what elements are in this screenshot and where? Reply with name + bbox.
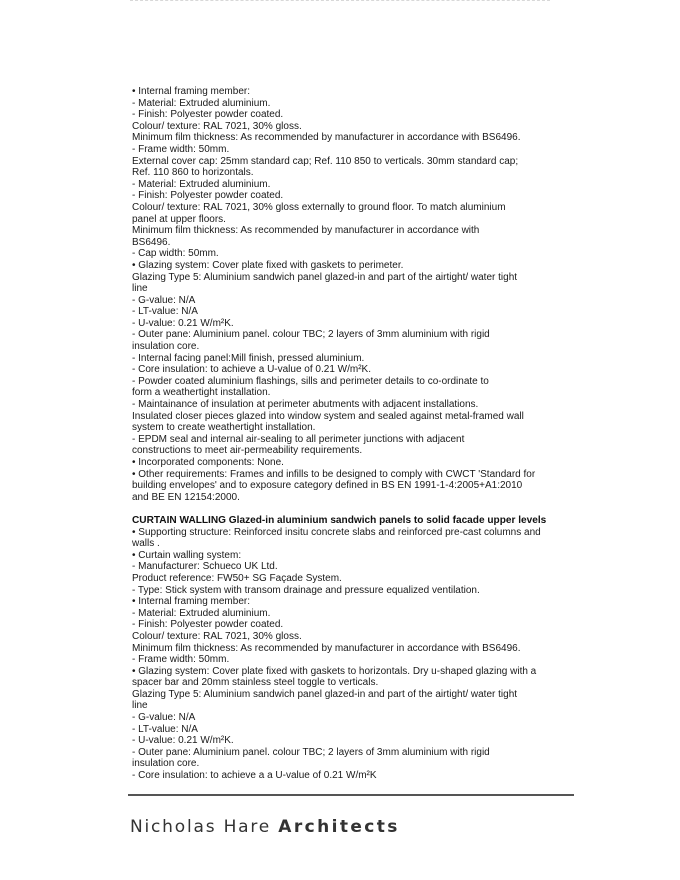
spec-line: - Finish: Polyester powder coated.	[132, 619, 284, 631]
footer-rule	[128, 794, 574, 796]
spec-line: - Maintainance of insulation at perimeter abutments with adjacent installations.	[132, 399, 479, 411]
spec-line: - U-value: 0.21 W/m²K.	[132, 735, 234, 747]
section-heading: CURTAIN WALLING Glazed-in aluminium sandwich panels to solid facade upper levels	[132, 514, 547, 526]
spec-line: panel at upper floors.	[132, 213, 226, 225]
spec-line: - Core insulation: to achieve a a U-value of 0.21 W/m²K	[132, 770, 377, 782]
spec-line: - Finish: Polyester powder coated.	[132, 109, 284, 121]
spec-line: - Type: Stick system with transom drainage and pressure equalized ventilation.	[132, 584, 480, 596]
spec-line: Minimum film thickness: As recommended by manufacturer in accordance with BS6496.	[132, 642, 521, 654]
spec-line: Glazing Type 5: Aluminium sandwich panel glazed-in and part of the airtight/ water tight	[132, 271, 518, 283]
spec-line: form a weathertight installation.	[132, 387, 271, 399]
spec-line: walls .	[132, 538, 160, 550]
spec-line: - Outer pane: Aluminium panel. colour TBC; 2 layers of 3mm aluminium with rigid	[132, 329, 490, 341]
spec-block-1	[132, 86, 562, 503]
spec-line: - Outer pane: Aluminium panel. colour TBC; 2 layers of 3mm aluminium with rigid	[132, 746, 490, 758]
spec-line: - Cap width: 50mm.	[132, 248, 219, 260]
spec-line: • Glazing system: Cover plate fixed with gaskets to horizontals. Dry u-shaped glazing with a	[132, 665, 537, 677]
footer-logo	[130, 817, 400, 837]
spec-line: - Core insulation: to achieve a U-value of 0.21 W/m²K.	[132, 364, 371, 376]
spec-line: line	[132, 283, 148, 295]
spec-line: • Incorporated components: None.	[132, 457, 284, 468]
spec-line: - G-value: N/A	[132, 712, 196, 724]
spec-line: • Glazing system: Cover plate fixed with gaskets to perimeter.	[132, 259, 404, 271]
spec-line: External cover cap: 25mm standard cap; Ref. 110 850 to verticals. 30mm standard cap;	[132, 155, 519, 167]
spec-line: Colour/ texture: RAL 7021, 30% gloss.	[132, 120, 302, 132]
spec-line: - Frame width: 50mm.	[132, 654, 230, 666]
spec-line: constructions to meet air-permeability requirements.	[132, 445, 363, 457]
spec-line: Glazing Type 5: Aluminium sandwich panel glazed-in and part of the airtight/ water tight	[132, 688, 518, 700]
spec-line: - LT-value: N/A	[132, 306, 198, 318]
spec-line: and BE EN 12154:2000.	[132, 491, 240, 503]
spec-line: - Frame width: 50mm.	[132, 143, 230, 155]
top-edge-dash	[130, 0, 550, 3]
spec-line: • Internal framing member:	[132, 596, 250, 608]
spec-line: insulation core.	[132, 758, 200, 770]
spec-line: • Supporting structure: Reinforced insitu concrete slabs and reinforced pre-cast columns and	[132, 526, 541, 538]
spec-line: Minimum film thickness: As recommended by manufacturer in accordance with	[132, 225, 480, 237]
spec-line: - Powder coated aluminium flashings, sills and perimeter details to co-ordinate to	[132, 375, 489, 387]
spec-line: building envelopes' and to exposure category defined in BS EN 1991-1-4:2005+A1:2010	[132, 480, 523, 492]
spec-line: Ref. 110 860 to horizontals.	[132, 167, 254, 179]
spec-line: - Manufacturer: Schueco UK Ltd.	[132, 561, 278, 573]
spec-line: Insulated closer pieces glazed into window system and sealed against metal-framed wall	[132, 410, 524, 422]
spec-line: BS6496.	[132, 236, 171, 248]
spec-line: - Material: Extruded aluminium.	[132, 97, 271, 109]
spec-block-2	[132, 527, 562, 782]
spec-line: - Internal facing panel:Mill finish, pressed aluminium.	[132, 352, 365, 364]
spec-line: Product reference: FW50+ SG Façade System.	[132, 572, 342, 584]
spec-line: system to create weathertight installation.	[132, 422, 316, 434]
spec-line: • Curtain walling system:	[132, 549, 242, 561]
spec-line: Minimum film thickness: As recommended by manufacturer in accordance with BS6496.	[132, 132, 521, 144]
spec-line: Colour/ texture: RAL 7021, 30% gloss.	[132, 630, 302, 642]
footer-name-light: Nicholas Hare	[130, 817, 272, 837]
spec-line: • Other requirements: Frames and infills to be designed to comply with CWCT 'Standard for	[132, 468, 536, 480]
spec-line: - U-value: 0.21 W/m²K.	[132, 317, 234, 329]
spec-line: - LT-value: N/A	[132, 723, 198, 735]
spec-line: - EPDM seal and internal air-sealing to all perimeter junctions with adjacent	[132, 433, 465, 445]
spec-line: - Finish: Polyester powder coated.	[132, 190, 284, 202]
spec-line: line	[132, 700, 148, 712]
spec-line: - G-value: N/A	[132, 294, 196, 306]
spec-line: - Material: Extruded aluminium.	[132, 178, 271, 190]
spec-line: spacer bar and 20mm stainless steel toggle to verticals.	[132, 677, 379, 689]
spec-line: - Material: Extruded aluminium.	[132, 607, 271, 619]
spec-line: insulation core.	[132, 341, 200, 353]
document-body	[132, 86, 562, 782]
spec-line: Colour/ texture: RAL 7021, 30% gloss externally to ground floor. To match aluminium	[132, 201, 506, 213]
section-gap	[132, 503, 562, 515]
spec-line: • Internal framing member:	[132, 86, 250, 97]
footer-name-bold: Architects	[278, 817, 400, 837]
